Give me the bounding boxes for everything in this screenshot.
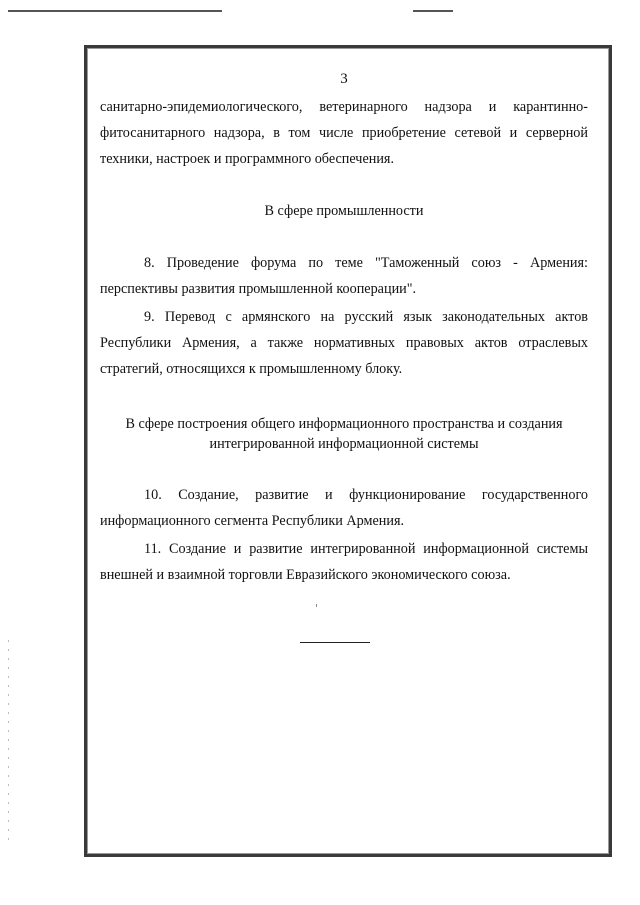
list-item-9: 9. Перевод с армянского на русский язык законодательных актов Республики Армения, а также нормативных правовых актов отраслевых стратегий, относящихся к промышленному блоку.	[100, 309, 588, 377]
list-item-10: 10. Создание, развитие и функционирование государственного информационного сегмента Республики Армения.	[100, 487, 588, 529]
scan-speck	[316, 604, 317, 607]
scan-artifact-line	[8, 10, 222, 12]
scan-artifact-line	[413, 10, 453, 12]
list-item-8: 8. Проведение форума по теме "Таможенный союз - Армения: перспективы развития промышленной кооперации".	[100, 255, 588, 297]
page-number: 3	[340, 71, 348, 87]
paragraph-continuation: санитарно-эпидемиологического, ветеринарного надзора и карантинно-фитосанитарного надзора, в том числе приобретение сетевой и серверной техники, настроек и программного обеспечения.	[100, 99, 588, 167]
list-item-11: 11. Создание и развитие интегрированной информационной системы внешней и взаимной торговли Евразийского экономического союза.	[100, 541, 588, 583]
section-heading-industry: В сфере промышленности	[264, 203, 424, 219]
end-of-document-rule	[300, 642, 370, 643]
document-body	[100, 66, 588, 588]
section-heading-information-line-2: интегрированной информационной системы	[209, 436, 479, 452]
section-heading-information-line-1: В сфере построения общего информационного пространства и создания	[125, 416, 563, 432]
section-heading-information	[100, 414, 588, 454]
scan-margin-noise	[8, 640, 9, 840]
